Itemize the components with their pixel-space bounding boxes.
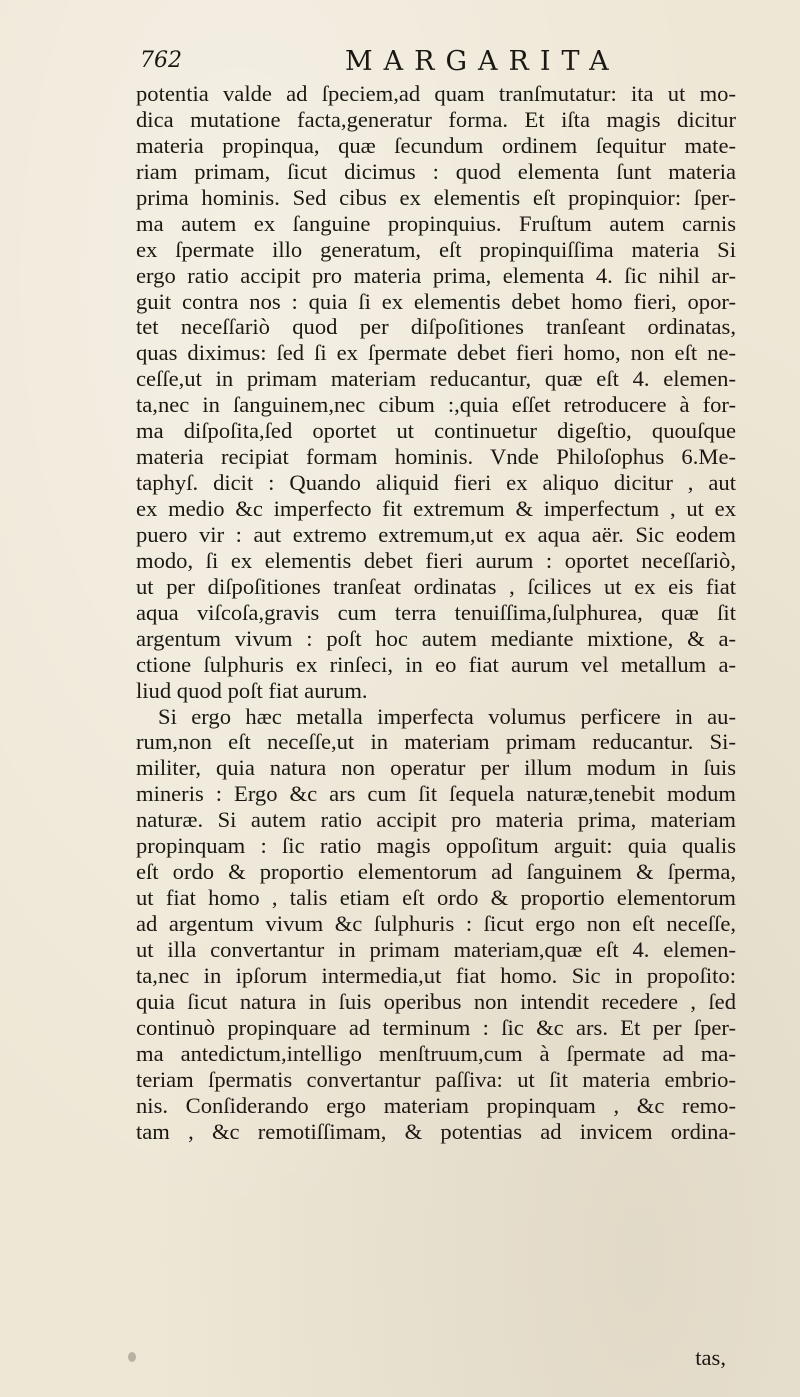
text-line: ma autem ex ſanguine propinquius. Fruſtum autem carnis (136, 210, 736, 236)
text-line: quia ſicut natura in ſuis operibus non intendit recedere , ſed (136, 988, 736, 1014)
text-line: ad argentum vivum &c ſulphuris : ſicut ergo non eſt neceſſe, (136, 911, 736, 936)
text-line: mineris : Ergo &c ars cum ſit ſequela naturæ,tenebit modum (136, 781, 736, 807)
text-line: prima hominis. Sed cibus ex elementis eſt propinquior: ſper- (136, 184, 736, 210)
text-line: modo, ſi ex elementis debet fieri aurum : oportet neceſſariò, (136, 547, 736, 573)
body-text (136, 81, 736, 1144)
text-line: taphyſ. dicit : Quando aliquid fieri ex aliquo dicitur , aut (136, 470, 736, 496)
page-header (140, 46, 700, 82)
text-line: ut per diſpoſitiones tranſeat ordinatas , ſcilices ut ex eis fiat (136, 573, 736, 599)
text-line: ma diſpoſita,ſed oportet ut continuetur digeſtio, quouſque (136, 418, 736, 444)
text-line: liud quod poſt fiat aurum. (136, 677, 368, 703)
text-line: ex medio &c imperfecto fit extremum & imperfectum , ut ex (136, 496, 736, 521)
text-line: potentia valde ad ſpeciem,ad quam tranſmutatur: ita ut mo- (136, 81, 736, 106)
text-line: ut fiat homo , talis etiam eſt ordo & proportio elementorum (136, 885, 736, 911)
text-line: aqua viſcoſa,gravis cum terra tenuiſſima,ſulphurea, quæ ſit (136, 599, 736, 625)
text-line: teriam ſpermatis convertantur paſſiva: ut ſit materia embrio- (136, 1066, 736, 1092)
text-line: naturæ. Si autem ratio accipit pro materia prima, materiam (136, 807, 736, 833)
text-line: tet neceſſariò quod per diſpoſitiones tranſeant ordinatas, (136, 314, 736, 340)
text-line: propinquam : ſic ratio magis oppoſitum arguit: quia qualis (136, 833, 736, 859)
text-line: materia recipiat formam hominis. Vnde Philoſophus 6.Me- (136, 444, 736, 470)
page-number: 762 (140, 48, 182, 73)
text-line: militer, quia natura non operatur per illum modum in ſuis (136, 755, 736, 781)
text-line: rum,non eſt neceſſe,ut in materiam primam reducantur. Si- (136, 729, 736, 755)
text-line: ta,nec in ipſorum intermedia,ut fiat homo. Sic in propoſito: (136, 962, 736, 988)
text-line: argentum vivum : poſt hoc autem mediante mixtione, & a- (136, 625, 736, 651)
text-line: ma antedictum,intelligo menſtruum,cum à ſpermate ad ma- (136, 1040, 736, 1066)
ink-stain (128, 1352, 136, 1362)
text-line: quas diximus: ſed ſi ex ſpermate debet fieri homo, non eſt ne- (136, 340, 736, 366)
text-line: dica mutatione facta,generatur forma. Et iſta magis dicitur (136, 106, 736, 132)
text-line: ceſſe,ut in primam materiam reducantur, quæ eſt 4. elemen- (136, 366, 736, 392)
text-line: ctione ſulphuris ex rinſeci, in eo fiat aurum vel metallum a- (136, 651, 736, 677)
catchword: tas, (695, 1345, 726, 1370)
text-line: riam primam, ſicut dicimus : quod elementa ſunt materia (136, 158, 736, 184)
text-line: ex ſpermate illo generatum, eſt propinquiſſima materia Si (136, 236, 736, 262)
text-line: ta,nec in ſanguinem,nec cibum :,quia eſſet retroducere à for- (136, 392, 736, 418)
text-line: materia propinqua, quæ ſecundum ordinem ſequitur mate- (136, 132, 736, 158)
text-line: Si ergo hæc metalla imperfecta volumus perficere in au- (158, 703, 736, 729)
running-head: MARGARITA (345, 46, 620, 77)
text-line: continuò propinquare ad terminum : ſic &c ars. Et per ſper- (136, 1014, 736, 1040)
text-line: guit contra nos : quia ſi ex elementis debet homo fieri, opor- (136, 288, 736, 314)
text-line: eſt ordo & proportio elementorum ad ſanguinem & ſperma, (136, 859, 736, 885)
text-line: puero vir : aut extremo extremum,ut ex aqua aër. Sic eodem (136, 521, 736, 547)
text-line: tam , &c remotiſſimam, & potentias ad invicem ordina- (136, 1118, 736, 1144)
text-line: ergo ratio accipit pro materia prima, elementa 4. ſic nihil ar- (136, 262, 736, 288)
text-line: nis. Conſiderando ergo materiam propinquam , &c remo- (136, 1092, 736, 1118)
text-line: ut illa convertantur in primam materiam,quæ eſt 4. elemen- (136, 936, 736, 962)
